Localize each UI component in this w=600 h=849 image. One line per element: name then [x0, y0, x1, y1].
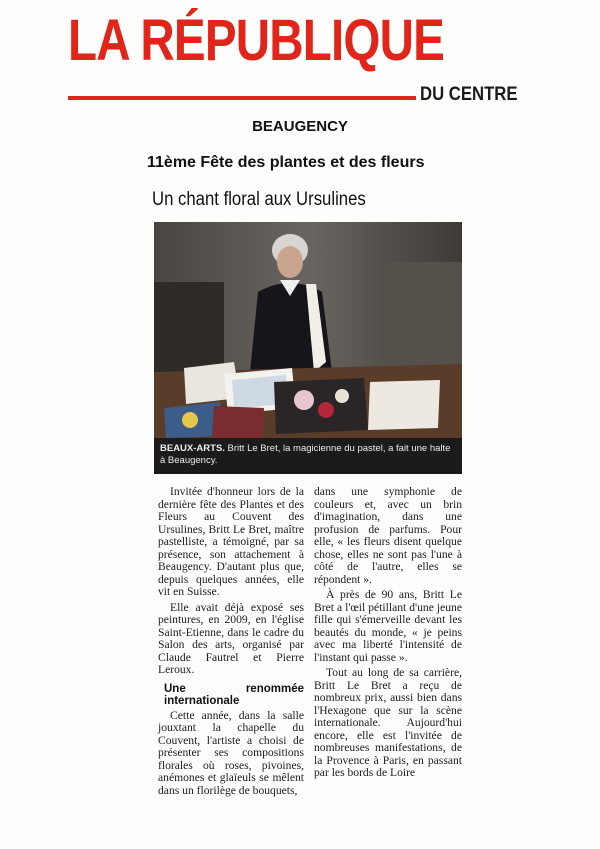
article-subhead: Une renommée internationale [164, 682, 304, 707]
paragraph: dans une symphonie de couleurs et, avec un brin d'imagination, dans une profusion de parfums. Pour elle, « les fleurs disent quelque chose, elles ne sont pas l'une à côté de l'autre, elles se répondent ». [314, 485, 462, 586]
paragraph: À près de 90 ans, Britt Le Bret a l'œil pétillant d'une jeune fille qui s'émerveille devant les beautés du monde, « je peins avec ma liberté l'intensité de l'instant qui passe ». [314, 588, 462, 664]
caption-label: BEAUX-ARTS. [160, 443, 225, 454]
masthead [68, 6, 528, 104]
paragraph: Cette année, dans la salle jouxtant la chapelle du Couvent, l'artiste a choisi de présenter ses compositions florales où roses, pivoines, anémones et glaïeuls se mêlent dans un florilège de bouquets, [158, 708, 304, 797]
caption-text: Britt Le Bret, la magicienne du pastel, a fait une halte à Beaugency. [160, 443, 451, 466]
article-headline: Un chant floral aux Ursulines [152, 189, 366, 210]
photo-caption [154, 438, 462, 474]
article-kicker: 11ème Fête des plantes et des fleurs [147, 154, 425, 171]
paragraph: Tout au long de sa carrière, Britt Le Bret a reçu de nombreux prix, aussi bien dans l'Hexagone que sur la scène internationale. Aujourd'hui encore, elle est l'invitée de nombreuses manifestations, de la Provence à Paris, en passant par les bords de Loire [314, 666, 462, 779]
article-photo [154, 222, 462, 438]
paragraph: Elle avait déjà exposé ses peintures, en 2009, en l'église Saint-Etienne, dans le cadre du Salon des arts, organisé par Claude Fautrel et Pierre Leroux. [158, 600, 304, 676]
masthead-rule [68, 96, 416, 100]
section-rubric: BEAUGENCY [252, 118, 348, 135]
paragraph: Invitée d'honneur lors de la dernière fête des Plantes et des Fleurs au Couvent des Ursulines, Britt Le Bret, maître pastelliste, a témoigné, par sa présence, son attachement à Beaugency. D'autant plus que, depuis quelques années, elle vit en Suisse. [158, 485, 304, 598]
newspaper-subtitle: DU CENTRE [420, 84, 518, 105]
article-column-2 [314, 486, 462, 783]
article-column-1 [158, 486, 304, 800]
newspaper-title: LA RÉPUBLIQUE [68, 8, 445, 73]
